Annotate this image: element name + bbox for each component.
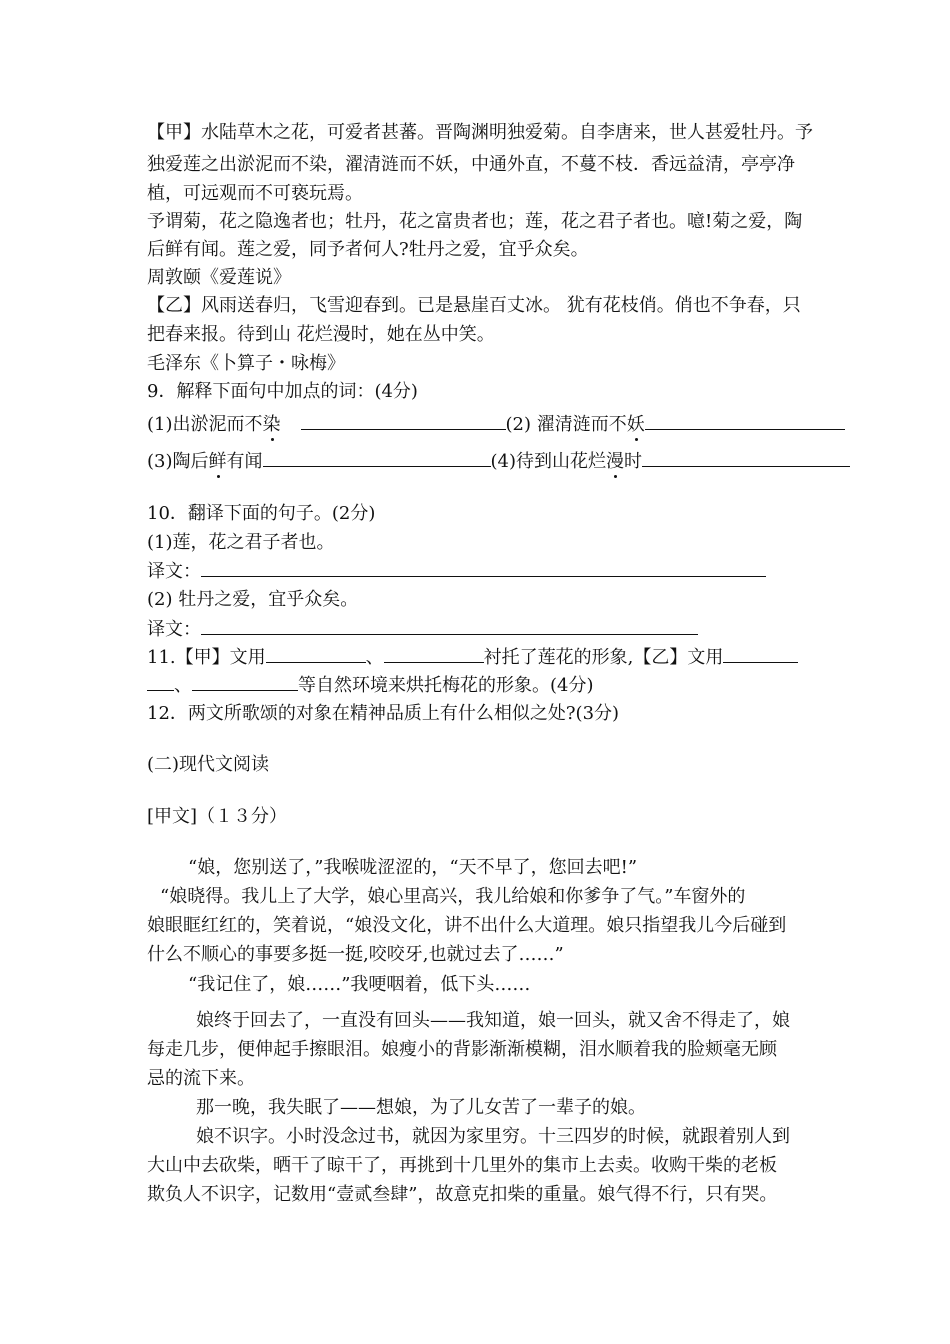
story-paragraph-line: 大山中去砍柴，晒干了晾干了，再挑到十几里外的集市上去卖。收购干柴的老板 — [147, 1155, 777, 1176]
q9-item-1-text: (1)出淤泥而不 — [147, 414, 263, 435]
q9-item-4-text-end: 时 — [624, 451, 642, 472]
jia-text-line: 后鲜有闻。莲之爱，同予者何人?牡丹之爱，宜乎众矣。 — [147, 239, 589, 260]
q10-translation-label-2: 译文： — [147, 619, 201, 640]
q9-item-3-text-end: 有闻 — [226, 451, 263, 472]
jia-text-line: 【甲】水陆草木之花，可爱者甚蕃。晋陶渊明独爱菊。自李唐来，世人甚爱牡丹。予 — [147, 122, 813, 143]
q9-item-4-dotted-word: 漫 — [606, 451, 624, 472]
story-paragraph-line: 忌的流下来。 — [147, 1068, 255, 1089]
story-paragraph-line: 每走几步，便伸起手擦眼泪。娘瘦小的背影渐渐模糊，泪水顺着我的脸颊毫无顾 — [147, 1039, 777, 1060]
q9-item-1-dotted-word: 染 — [262, 414, 281, 435]
question-11-row-1 — [147, 644, 798, 671]
question-11-row-2 — [147, 672, 594, 699]
story-paragraph-line: 娘不识字。小时没念过书，就因为家里穷。十三四岁的时候，就跟着别人到 — [196, 1126, 790, 1147]
jia-text-source: 周敦颐《爱莲说》 — [147, 267, 291, 288]
yi-text-line: 把春来报。待到山 花烂漫时，她在丛中笑。 — [147, 324, 495, 345]
q11-blank-1[interactable] — [266, 644, 366, 663]
q10-translation-blank-1[interactable] — [201, 558, 766, 577]
q9-answer-blank-1[interactable] — [301, 411, 506, 430]
section-2-subtitle: [甲文]（１３分） — [147, 806, 288, 827]
q10-sentence-1: (1)莲，花之君子者也。 — [147, 532, 335, 553]
q11-text-part: 等自然环境来烘托梅花的形象。(4分) — [298, 675, 594, 696]
q10-translation-blank-2[interactable] — [201, 616, 698, 635]
question-9-title: 9．解释下面句中加点的词：(4分) — [147, 381, 418, 402]
question-10-title: 10．翻译下面的句子。(2分) — [147, 503, 376, 524]
q9-answer-blank-2[interactable] — [645, 411, 845, 430]
story-paragraph-line: 那一晚，我失眠了——想娘，为了儿女苦了一辈子的娘。 — [196, 1097, 646, 1118]
q11-text-part: 、 — [365, 647, 384, 668]
q9-item-3-dotted-word: 鲜 — [208, 451, 227, 472]
q10-translation-row-1 — [147, 558, 766, 585]
q11-text-part: 11.【甲】文用 — [147, 647, 266, 668]
question-9-row-1 — [147, 411, 845, 438]
q10-sentence-2: (2) 牡丹之爱，宜乎众矣。 — [147, 589, 359, 610]
q9-item-4-text: (4)待到山花烂 — [490, 451, 606, 472]
story-paragraph-line: “娘晓得。我儿上了大学，娘心里高兴，我儿给娘和你爹争了气。”车窗外的 — [160, 886, 746, 907]
q9-item-2-dotted-word: 妖 — [626, 414, 645, 435]
q11-blank-2[interactable] — [384, 644, 484, 663]
story-paragraph-line: 娘眼眶红红的，笑着说，“娘没文化，讲不出什么大道理。娘只指望我儿今后碰到 — [147, 915, 787, 936]
q9-answer-blank-3[interactable] — [263, 448, 491, 467]
q11-text-part: 、 — [174, 675, 192, 696]
q9-item-2-text: (2) 濯清涟而不 — [505, 414, 627, 435]
q11-text-part: 衬托了莲花的形象,【乙】文用 — [483, 647, 724, 668]
jia-text-line: 独爱莲之出淤泥而不染，濯清涟而不妖，中通外直，不蔓不枝．香远益清，亭亭净 — [147, 154, 795, 175]
q11-blank-4[interactable] — [192, 672, 298, 691]
story-paragraph-line: “我记住了，娘……”我哽咽着，低下头…… — [188, 974, 531, 995]
story-paragraph-line: 娘终于回去了，一直没有回头——我知道，娘一回头，就又舍不得走了，娘 — [196, 1010, 790, 1031]
question-9-row-2 — [147, 448, 850, 475]
section-2-title: (二)现代文阅读 — [147, 754, 270, 775]
q9-answer-blank-4[interactable] — [642, 448, 850, 467]
q11-blank-3-continued[interactable] — [147, 672, 174, 691]
q10-translation-label-1: 译文： — [147, 561, 201, 582]
q10-translation-row-2 — [147, 616, 698, 643]
q9-item-1 — [147, 414, 281, 435]
q11-blank-3[interactable] — [723, 644, 798, 663]
q9-item-3-text: (3)陶后 — [147, 451, 209, 472]
jia-text-line: 予谓菊，花之隐逸者也；牡丹，花之富贵者也；莲，花之君子者也。噫!菊之爱，陶 — [147, 211, 803, 232]
story-paragraph-line: 欺负人不识字，记数用“壹贰叁肆”，故意克扣柴的重量。娘气得不行，只有哭。 — [147, 1184, 778, 1205]
story-paragraph-line: “娘，您别送了，”我喉咙涩涩的，“天不早了，您回去吧!” — [188, 857, 638, 878]
yi-text-line: 【乙】风雨送春归，飞雪迎春到。已是悬崖百丈冰。 犹有花枝俏。俏也不争春，只 — [147, 295, 801, 316]
question-12-title: 12．两文所歌颂的对象在精神品质上有什么相似之处?(3分) — [147, 703, 620, 724]
story-paragraph-line: 什么不顺心的事要多挺一挺,咬咬牙,也就过去了……” — [147, 944, 564, 965]
jia-text-line: 植，可远观而不可亵玩焉。 — [147, 183, 363, 204]
yi-text-source: 毛泽东《卜算子・咏梅》 — [147, 353, 345, 374]
